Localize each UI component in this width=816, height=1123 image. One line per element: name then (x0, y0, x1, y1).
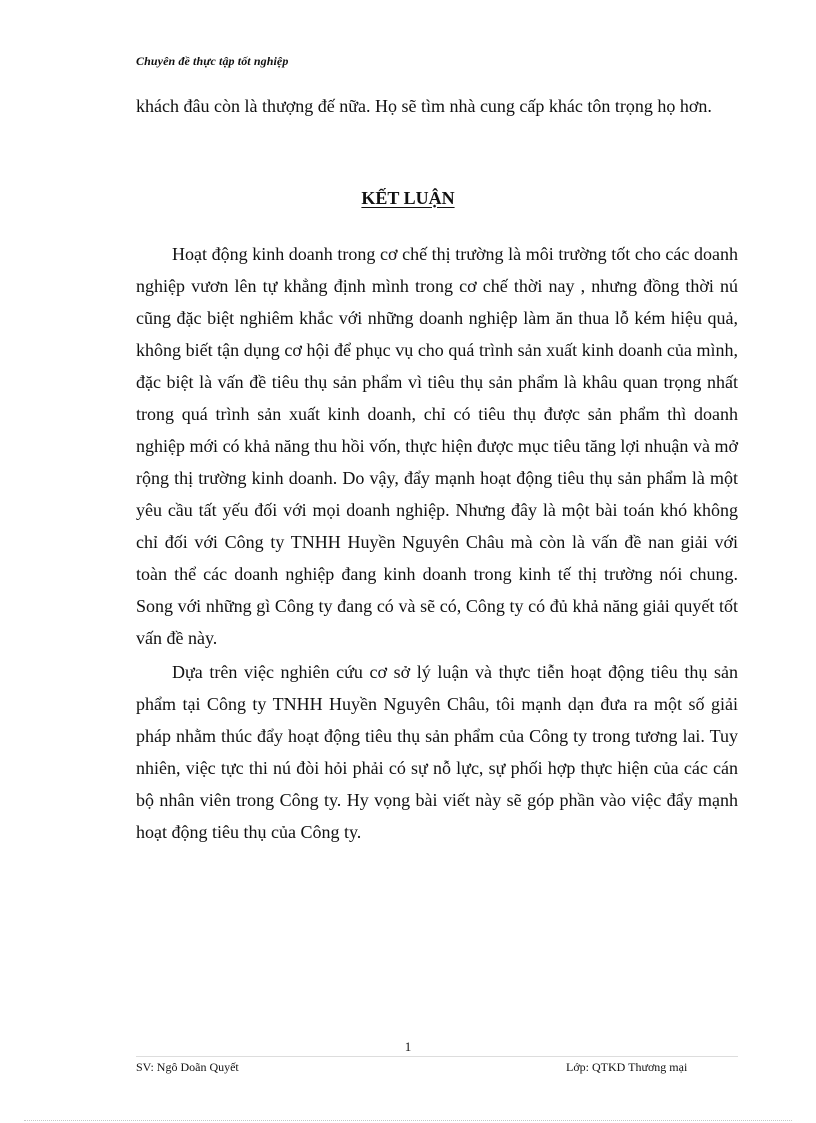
conclusion-paragraph-2: Dựa trên việc nghiên cứu cơ sở lý luận và thực tiễn hoạt động tiêu thụ sản phẩm tại Công ty TNHH Huyền Nguyên Châu, tôi mạnh dạn đưa ra một số giải pháp nhằm thúc đẩy hoạt động tiêu thụ sản phẩm của Công ty trong tương lai. Tuy nhiên, việc tực thi nú đòi hỏi phải có sự nỗ lực, sự phối hợp thực hiện của các cán bộ nhân viên trong Công ty. Hy vọng bài viết này sẽ góp phần vào việc đẩy mạnh hoạt động tiêu thụ của Công ty. (136, 662, 738, 842)
footer-divider (136, 1056, 738, 1057)
footer-student: SV: Ngô Doãn Quyết (136, 1060, 239, 1074)
running-header: Chuyên đề thực tập tốt nghiệp (136, 54, 289, 68)
footer-class: Lớp: QTKD Thương mại (566, 1060, 688, 1074)
carryover-paragraph: khách đâu còn là thượng đế nữa. Họ sẽ tìm nhà cung cấp khác tôn trọng họ hơn. (136, 96, 712, 116)
conclusion-paragraph-1: Hoạt động kinh doanh trong cơ chế thị trường là môi trường tốt cho các doanh nghiệp vươn lên tự khẳng định mình trong cơ chế thời nay , nhưng đồng thời nú cũng đặc biệt nghiêm khắc với những doanh nghiệp làm ăn thua lỗ kém hiệu quả, không biết tận dụng cơ hội để phục vụ cho quá trình sản xuất kinh doanh của mình, đặc biệt là vấn đề tiêu thụ sản phẩm vì tiêu thụ sản phẩm là khâu quan trọng nhất trong quá trình sản xuất kinh doanh, chỉ có tiêu thụ được sản phẩm thì doanh nghiệp mới có khả năng thu hồi vốn, thực hiện được mục tiêu tăng lợi nhuận và mở rộng thị trường kinh doanh. Do vậy, đẩy mạnh hoạt động tiêu thụ sản phẩm là một yêu cầu tất yếu đối với mọi doanh nghiệp. Nhưng đây là một bài toán khó không chỉ đối với Công ty TNHH Huyền Nguyên Châu mà còn là vấn đề nan giải với toàn thể các doanh nghiệp đang kinh doanh trong kinh tế thị trường nói chung. Song với những gì Công ty đang có và sẽ có, Công ty có đủ khả năng giải quyết tốt vấn đề này. (136, 244, 738, 648)
page-bottom-edge (24, 1120, 792, 1121)
section-heading (0, 186, 816, 210)
section-heading-text: KẾT LUẬN (361, 188, 455, 208)
page-number: 1 (404, 1039, 412, 1054)
